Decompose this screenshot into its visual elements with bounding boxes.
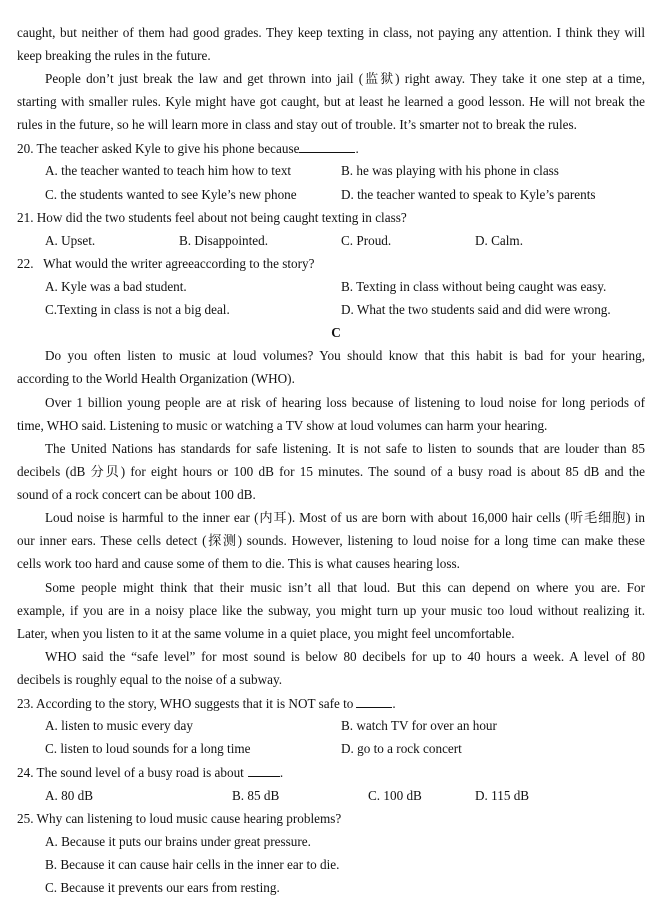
option-b: B. Disappointed. <box>179 233 269 248</box>
passage-line: cells work too hard and cause some of them to die. This is what causes hearing loss. <box>17 556 460 571</box>
option-a: A. listen to music every day <box>45 718 193 733</box>
passage-line: People don’t just break the law and get thrown into jail (监狱) right away. They take it one step at a time, <box>45 71 645 86</box>
option-c: C. listen to loud sounds for a long time <box>45 741 251 756</box>
passage-line: Later, when you listen to it at the same volume in a quiet place, you might feel uncomfortable. <box>17 626 515 641</box>
passage-line: time, WHO said. Listening to music or watching a TV show at loud volumes can harm your hearing. <box>17 418 548 433</box>
question-text: 23. According to the story, WHO suggests that it is NOT safe to <box>17 696 354 711</box>
question-end: . <box>355 141 359 156</box>
option-a: A. Upset. <box>45 233 96 248</box>
section-heading: C <box>331 325 341 340</box>
passage-line: The United Nations has standards for safe listening. It is not safe to listen to sounds that are louder than 85 <box>45 441 645 456</box>
option-d: D. What the two students said and did were wrong. <box>341 302 611 317</box>
passage-line: Do you often listen to music at loud volumes? You should know that this habit is bad for your hearing, <box>45 348 645 363</box>
option-c: C. Proud. <box>341 233 392 248</box>
passage-line: rules in the future, so he will learn more in class and stay out of trouble. It’s smarter not to break the rules. <box>17 117 577 132</box>
passage-line: example, if you are in a noisy place like the subway, you might turn up your music too loud without realizing it. <box>17 603 645 618</box>
question-21-stem: 21. How did the two students feel about not being caught texting in class? <box>17 210 407 225</box>
passage-line: according to the World Health Organization (WHO). <box>17 371 295 386</box>
answer-blank <box>299 140 355 153</box>
passage-line: our inner ears. These cells detect (探测) sounds. However, listening to loud noise for a long time can make these <box>17 533 645 548</box>
question-22-stem: 22. What would the writer agreeaccording to the story? <box>17 256 315 271</box>
passage-line: caught, but neither of them had good grades. They keep texting in class, not paying any attention. I think they will <box>17 25 645 40</box>
option-c: C. 100 dB <box>368 788 422 803</box>
option-a: A. Because it puts our brains under great pressure. <box>45 834 311 849</box>
option-d: D. 115 dB <box>475 788 530 803</box>
option-a: A. Kyle was a bad student. <box>45 279 187 294</box>
option-d: D. go to a rock concert <box>341 741 462 756</box>
option-b: B. he was playing with his phone in class <box>341 163 559 178</box>
question-end: . <box>279 765 284 780</box>
passage-line: starting with smaller rules. Kyle might have got caught, but at least he learned a good lesson. He will not break the <box>17 94 645 109</box>
option-a: A. the teacher wanted to teach him how to text <box>45 163 292 178</box>
passage-line: Loud noise is harmful to the inner ear (内耳). Most of us are born with about 16,000 hair cells (听毛细胞) in <box>45 510 645 525</box>
question-24-stem <box>17 764 283 781</box>
question-20-stem <box>17 140 359 157</box>
question-text: 20. The teacher asked Kyle to give his phone because <box>17 141 300 156</box>
passage-line: keep breaking the rules in the future. <box>17 48 211 63</box>
question-end: . <box>392 696 396 711</box>
option-c: C. Because it prevents our ears from resting. <box>45 880 280 895</box>
question-text: 24. The sound level of a busy road is about <box>17 765 244 780</box>
answer-blank <box>248 764 280 777</box>
passage-line: WHO said the “safe level” for most sound is below 80 decibels for up to 40 hours a week. A level of 80 <box>45 649 645 664</box>
option-a: A. 80 dB <box>45 788 93 803</box>
question-23-stem <box>17 695 396 712</box>
option-b: B. 85 dB <box>232 788 280 803</box>
passage-line: sound of a rock concert can be about 100 dB. <box>17 487 256 502</box>
option-b: B. Texting in class without being caught was easy. <box>341 279 607 294</box>
answer-blank <box>356 695 392 708</box>
passage-line: Over 1 billion young people are at risk of hearing loss because of listening to loud noise for long periods of <box>45 395 645 410</box>
option-b: B. Because it can cause hair cells in the inner ear to die. <box>45 857 340 872</box>
passage-line: decibels is roughly equal to the noise of a subway. <box>17 672 283 687</box>
option-b: B. watch TV for over an hour <box>341 718 497 733</box>
option-d: D. Calm. <box>475 233 523 248</box>
option-c: C.Texting in class is not a big deal. <box>45 302 230 317</box>
question-25-stem: 25. Why can listening to loud music cause hearing problems? <box>17 811 342 826</box>
passage-line: decibels (dB 分贝) for eight hours or 100 dB for 15 minutes. The sound of a busy road is about 85 dB and the <box>17 464 645 479</box>
option-c: C. the students wanted to see Kyle’s new phone <box>45 187 297 202</box>
passage-line: Some people might think that their music isn’t all that loud. But this can depend on where you are. For <box>45 580 645 595</box>
option-d: D. the teacher wanted to speak to Kyle’s parents <box>341 187 596 202</box>
